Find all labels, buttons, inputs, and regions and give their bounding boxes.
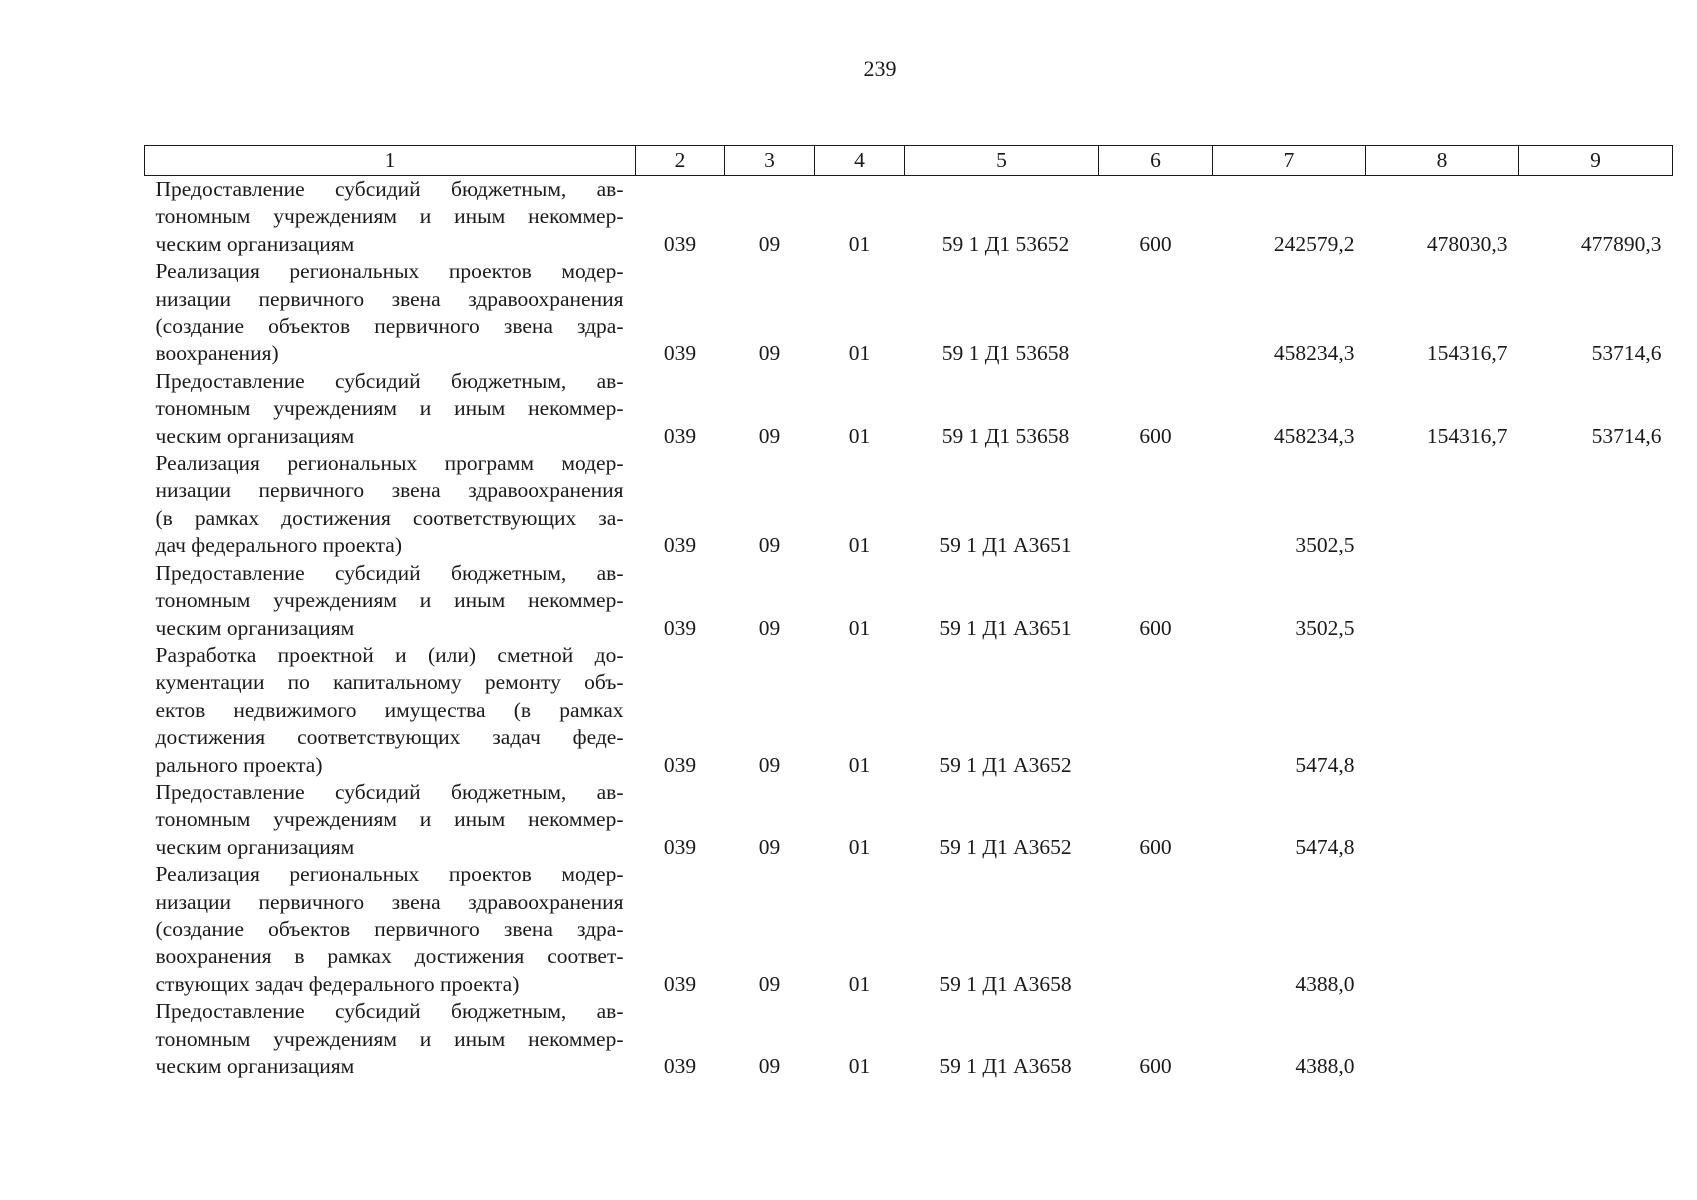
expense-type-code xyxy=(1099,861,1213,998)
table-row xyxy=(145,258,1673,368)
expense-type-code: 600 xyxy=(1139,1054,1172,1078)
ministry-code: 039 xyxy=(663,231,697,256)
description-line: (создание объектов первичного звена здра- xyxy=(155,916,624,941)
description-line: воохранения) xyxy=(155,341,279,366)
description-line: тономным учреждениям и иным некоммер- xyxy=(155,807,624,832)
row-description xyxy=(145,368,636,450)
table-row xyxy=(145,560,1673,642)
description-line: Предоставление субсидий бюджетным, ав- xyxy=(155,368,624,393)
amount-year-1: 5474,8 xyxy=(1295,752,1355,777)
amount-year-1: 458234,3 xyxy=(1273,341,1355,366)
amount-year-3 xyxy=(1519,642,1673,779)
subsection-code: 01 xyxy=(848,533,871,558)
ministry-code: 039 xyxy=(663,533,697,558)
description-line: Реализация региональных программ модер- xyxy=(155,451,624,476)
description-line: низации первичного звена здравоохранения xyxy=(155,478,624,503)
amount-year-1: 242579,2 xyxy=(1273,231,1355,256)
description-line: Предоставление субсидий бюджетным, ав- xyxy=(155,560,624,585)
target-article-code: 59 1 Д1 А3652 xyxy=(939,834,1072,859)
expense-type-code: 600 xyxy=(1139,834,1172,859)
subsection-code: 01 xyxy=(848,752,871,777)
description-line: ческим организациям xyxy=(155,834,355,859)
section-code: 09 xyxy=(758,231,781,256)
description-line: (создание объектов первичного звена здра- xyxy=(155,314,624,339)
ministry-code: 039 xyxy=(663,341,697,366)
table-row xyxy=(145,450,1673,560)
expense-type-code: 600 xyxy=(1139,423,1172,448)
amount-year-2 xyxy=(1366,998,1519,1080)
description-line: низации первичного звена здравоохранения xyxy=(155,286,624,311)
section-code: 09 xyxy=(758,615,781,640)
description-line: дач федерального проекта) xyxy=(155,533,402,558)
row-description xyxy=(145,779,636,861)
description-line: Предоставление субсидий бюджетным, ав- xyxy=(155,779,624,804)
amount-year-3: 53714,6 xyxy=(1591,423,1662,448)
amount-year-2: 154316,7 xyxy=(1426,423,1508,448)
table-row xyxy=(145,176,1673,259)
target-article-code: 59 1 Д1 А3658 xyxy=(939,971,1072,996)
description-line: воохранения в рамках достижения соответ- xyxy=(155,944,624,969)
subsection-code: 01 xyxy=(848,341,871,366)
table-row xyxy=(145,368,1673,450)
target-article-code: 59 1 Д1 А3658 xyxy=(939,1054,1072,1078)
target-article-code: 59 1 Д1 А3652 xyxy=(939,752,1072,777)
subsection-code: 01 xyxy=(848,615,871,640)
target-article-code: 59 1 Д1 А3651 xyxy=(939,533,1072,558)
table-row xyxy=(145,779,1673,861)
description-line: ческим организациям xyxy=(155,423,355,448)
amount-year-2 xyxy=(1366,861,1519,998)
amount-year-1: 4388,0 xyxy=(1295,971,1355,996)
target-article-code: 59 1 Д1 А3651 xyxy=(939,615,1072,640)
amount-year-1: 458234,3 xyxy=(1273,423,1355,448)
description-line: ческим организациям xyxy=(155,231,355,256)
section-code: 09 xyxy=(758,533,781,558)
description-line: ческим организациям xyxy=(155,1054,355,1078)
header-cell: 7 xyxy=(1213,146,1366,176)
description-line: (в рамках достижения соответствующих за- xyxy=(155,505,624,530)
ministry-code: 039 xyxy=(663,971,697,996)
description-line: кументации по капитальному ремонту объ- xyxy=(155,670,624,695)
description-line: тономным учреждениям и иным некоммер- xyxy=(155,1026,624,1051)
amount-year-3 xyxy=(1519,560,1673,642)
row-description xyxy=(145,861,636,998)
amount-year-1: 3502,5 xyxy=(1295,615,1355,640)
amount-year-2 xyxy=(1366,560,1519,642)
ministry-code: 039 xyxy=(663,423,697,448)
target-article-code: 59 1 Д1 53652 xyxy=(941,231,1070,256)
target-article-code: 59 1 Д1 53658 xyxy=(941,341,1070,366)
amount-year-2: 154316,7 xyxy=(1426,341,1508,366)
page-number: 239 xyxy=(863,56,897,81)
amount-year-3 xyxy=(1519,998,1673,1080)
budget-table xyxy=(144,145,1673,1080)
amount-year-2: 478030,3 xyxy=(1426,231,1508,256)
table-row xyxy=(145,861,1673,998)
description-line: достижения соответствующих задач феде- xyxy=(155,725,624,750)
amount-year-3: 53714,6 xyxy=(1591,341,1662,366)
description-line: Реализация региональных проектов модер- xyxy=(155,259,624,284)
description-line: рального проекта) xyxy=(155,752,323,777)
header-cell: 4 xyxy=(815,146,905,176)
description-line: Предоставление субсидий бюджетным, ав- xyxy=(155,999,624,1024)
row-description xyxy=(145,642,636,779)
header-cell: 9 xyxy=(1519,146,1673,176)
amount-year-3: 477890,3 xyxy=(1580,231,1662,256)
description-line: Реализация региональных проектов модер- xyxy=(155,862,624,887)
description-line: низации первичного звена здравоохранения xyxy=(155,889,624,914)
amount-year-1: 3502,5 xyxy=(1295,533,1355,558)
header-cell: 6 xyxy=(1099,146,1213,176)
expense-type-code: 600 xyxy=(1139,231,1172,256)
description-line: ектов недвижимого имущества (в рамках xyxy=(155,697,624,722)
row-description xyxy=(145,560,636,642)
description-line: тономным учреждениям и иным некоммер- xyxy=(155,588,624,613)
section-code: 09 xyxy=(758,341,781,366)
section-code: 09 xyxy=(758,752,781,777)
description-line: тономным учреждениям и иным некоммер- xyxy=(155,396,624,421)
subsection-code: 01 xyxy=(848,971,871,996)
amount-year-2 xyxy=(1366,642,1519,779)
section-code: 09 xyxy=(758,1054,781,1078)
section-code: 09 xyxy=(758,834,781,859)
subsection-code: 01 xyxy=(848,1054,871,1078)
header-cell: 8 xyxy=(1366,146,1519,176)
subsection-code: 01 xyxy=(848,834,871,859)
amount-year-3 xyxy=(1519,450,1673,560)
amount-year-1: 5474,8 xyxy=(1295,834,1355,859)
subsection-code: 01 xyxy=(848,423,871,448)
header-cell: 3 xyxy=(725,146,815,176)
expense-type-code xyxy=(1099,258,1213,368)
ministry-code: 039 xyxy=(663,615,697,640)
description-line: ствующих задач федерального проекта) xyxy=(155,971,520,996)
ministry-code: 039 xyxy=(663,834,697,859)
description-line: Разработка проектной и (или) сметной до- xyxy=(155,642,624,667)
header-row xyxy=(145,146,1673,176)
ministry-code: 039 xyxy=(663,752,697,777)
expense-type-code: 600 xyxy=(1139,615,1172,640)
row-description xyxy=(145,450,636,560)
amount-year-3 xyxy=(1519,861,1673,998)
ministry-code: 039 xyxy=(663,1054,697,1078)
expense-type-code xyxy=(1099,450,1213,560)
section-code: 09 xyxy=(758,423,781,448)
header-cell: 2 xyxy=(636,146,725,176)
row-description xyxy=(145,258,636,368)
header-cell: 5 xyxy=(905,146,1099,176)
target-article-code: 59 1 Д1 53658 xyxy=(941,423,1070,448)
amount-year-2 xyxy=(1366,450,1519,560)
table-row xyxy=(145,642,1673,779)
description-line: Предоставление субсидий бюджетным, ав- xyxy=(155,177,624,201)
description-line: тономным учреждениям и иным некоммер- xyxy=(155,204,624,229)
expense-type-code xyxy=(1099,642,1213,779)
header-cell: 1 xyxy=(145,146,636,176)
section-code: 09 xyxy=(758,971,781,996)
amount-year-3 xyxy=(1519,779,1673,861)
table-row xyxy=(145,998,1673,1080)
row-description xyxy=(145,176,636,259)
amount-year-1: 4388,0 xyxy=(1295,1054,1355,1078)
amount-year-2 xyxy=(1366,779,1519,861)
row-description xyxy=(145,998,636,1080)
subsection-code: 01 xyxy=(848,231,871,256)
description-line: ческим организациям xyxy=(155,615,355,640)
